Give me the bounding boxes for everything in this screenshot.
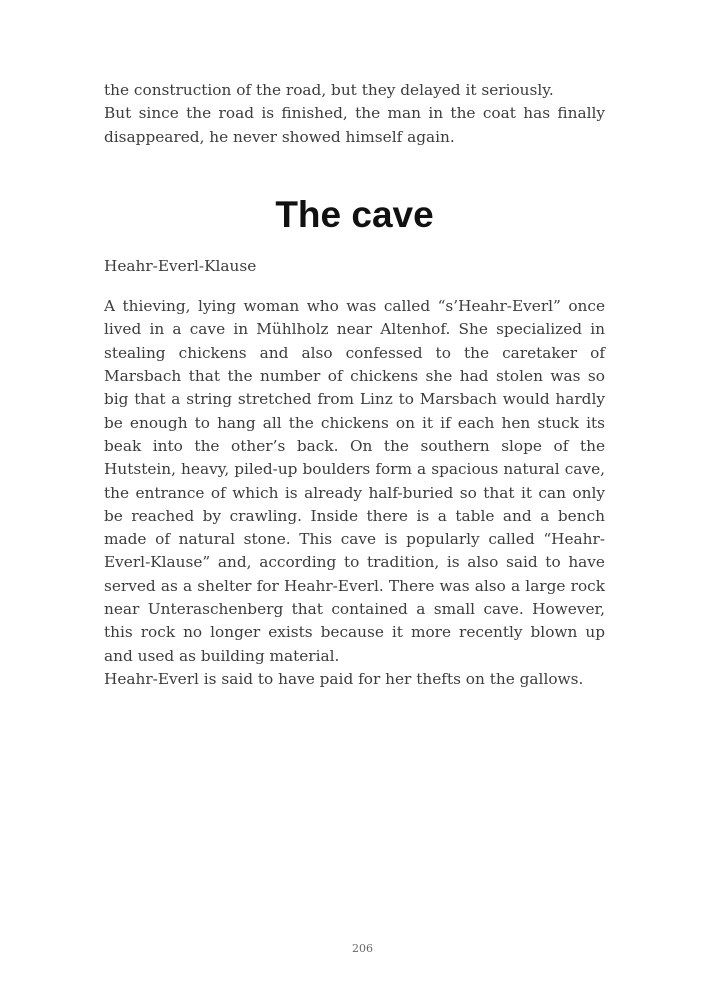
chapter-title: The cave [275,193,434,235]
chapter-subtitle: Heahr-Everl-Klause [104,256,257,275]
page-number: 206 [352,942,373,955]
chapter-paragraph: A thieving, lying woman who was called “s’Heahr-Everl” once lived in a cave in Mühlholz near Altenhof. She specialized in stealing chickens and also confessed to the caretaker of Marsbach that the number of chickens she had stolen was so big that a string stretched from Linz to Marsbach would hardly be enough to hang all the chickens on it if each hen stuck its beak into the other’s back. On the southern slope of the Hutstein, heavy, piled-up boulders form a spacious natural cave, the entrance of which is already half-buried so that it can only be reached by crawling. Inside there is a table and a bench made of natural stone. This cave is popularly called “Heahr-Everl-Klause” and, according to tradition, is also said to have served as a shelter for Heahr-Everl. There was also a large rock near Unteraschenberg that contained a small cave. However, this rock no longer exists because it more recently blown up and used as building material. [104,297,605,665]
chapter-paragraph: Heahr-Everl is said to have paid for her thefts on the gallows. [104,669,584,688]
previous-story-paragraph: the construction of the road, but they delayed it seriously. [104,81,554,99]
previous-story-paragraph: But since the road is finished, the man in the coat has finally disappeared, he never showed himself again. [104,104,605,146]
page-content [104,79,605,691]
chapter-body [104,295,605,691]
